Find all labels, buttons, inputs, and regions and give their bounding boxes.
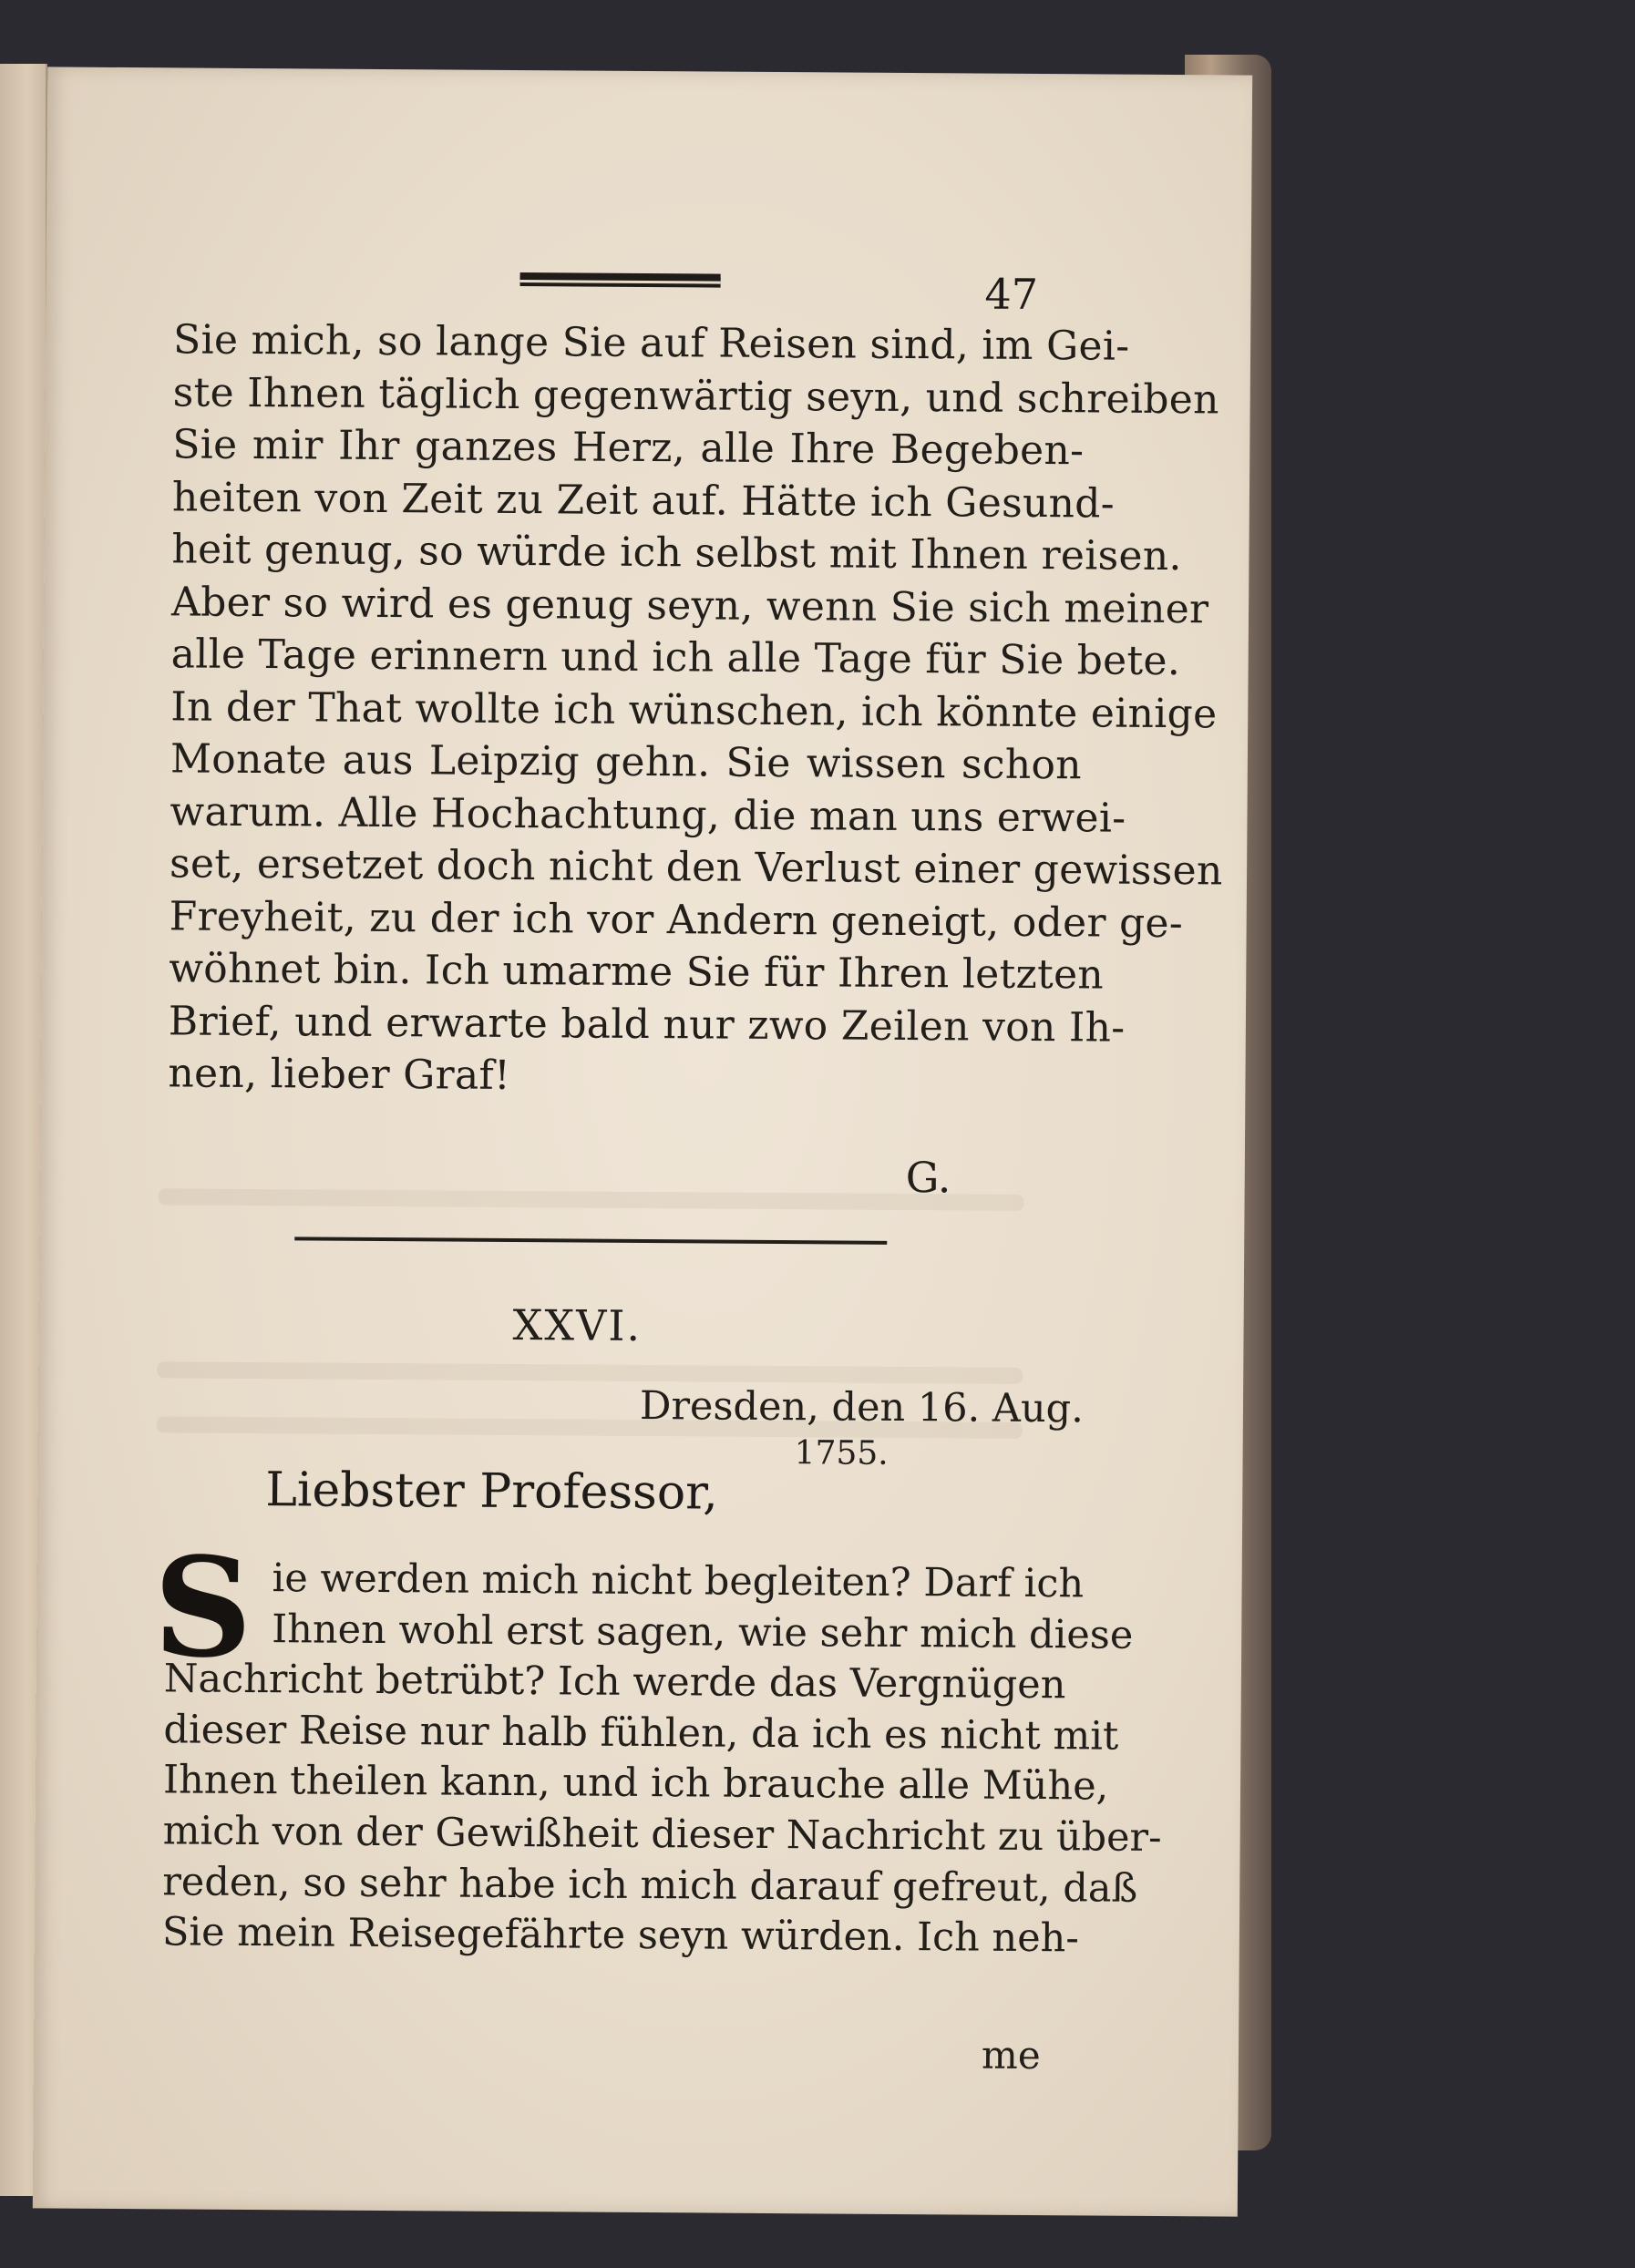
text-line: Sie mir Ihr ganzes Herz, alle Ihre Begeben- <box>172 421 1085 475</box>
text-line: ie werden mich nicht begleiten? Darf ich <box>272 1555 1085 1607</box>
text-line: ste Ihnen täglich gegenwärtig seyn, und schreiben <box>172 368 1219 423</box>
letter-body <box>161 1553 1162 1965</box>
show-through-mark <box>157 1361 1023 1384</box>
text-line: wöhnet bin. Ich umarme Sie für Ihren letzten <box>169 945 1105 999</box>
book-page <box>33 67 1252 2216</box>
text-line: Sie mein Reisegefährte seyn würden. Ich neh- <box>161 1909 1080 1962</box>
text-line: Aber so wird es genug seyn, wenn Sie sich meiner <box>170 578 1209 632</box>
drop-cap: S <box>152 1527 253 1689</box>
section-divider <box>294 1237 887 1245</box>
letter-body-continued <box>168 313 1223 1105</box>
signature: G. <box>905 1153 951 1203</box>
text-line: set, ersetzet doch nicht den Verlust einer gewissen <box>169 840 1223 895</box>
text-line: dieser Reise nur halb fühlen, da ich es nicht mit <box>163 1707 1119 1760</box>
page-number: 47 <box>984 269 1039 320</box>
text-line: warum. Alle Hochachtung, die man uns erwei- <box>170 787 1126 842</box>
letter-number-heading: XXVI. <box>512 1300 643 1350</box>
header-rule <box>520 272 721 284</box>
text-line: Sie mich, so lange Sie auf Reisen sind, im Gei- <box>172 316 1130 370</box>
text-line: Brief, und erwarte bald nur zwo Zeilen von Ih- <box>168 997 1126 1052</box>
text-line: Monate aus Leipzig gehn. Sie wissen schon <box>170 735 1083 789</box>
text-line: In der That wollte ich wünschen, ich könnte einige <box>170 682 1218 737</box>
text-line: reden, so sehr habe ich mich darauf gefreut, daß <box>162 1858 1138 1912</box>
dateline: Dresden, den 16. Aug. <box>639 1382 1085 1432</box>
dateline-year: 1755. <box>794 1434 889 1473</box>
catchword: me <box>981 2032 1041 2078</box>
text-line: heiten von Zeit zu Zeit auf. Hätte ich Gesund- <box>171 473 1116 528</box>
text-line: Ihnen wohl erst sagen, wie sehr mich diese <box>272 1606 1134 1658</box>
text-line: alle Tage erinnern und ich alle Tage für Sie bete. <box>170 631 1181 685</box>
show-through-mark <box>159 1188 1024 1211</box>
text-line: Freyheit, zu der ich vor Andern geneigt, oder ge- <box>169 892 1184 947</box>
text-line: Ihnen theilen kann, und ich brauche alle Mühe, <box>162 1757 1109 1810</box>
text-line: mich von der Gewißheit dieser Nachricht zu über- <box>162 1808 1162 1861</box>
salutation: Liebster Professor, <box>265 1462 719 1521</box>
text-line: Nachricht betrübt? Ich werde das Vergnügen <box>163 1656 1066 1709</box>
text-line: nen, lieber Graf! <box>168 1050 511 1099</box>
text-line: heit genug, so würde ich selbst mit Ihnen reisen. <box>171 526 1182 580</box>
